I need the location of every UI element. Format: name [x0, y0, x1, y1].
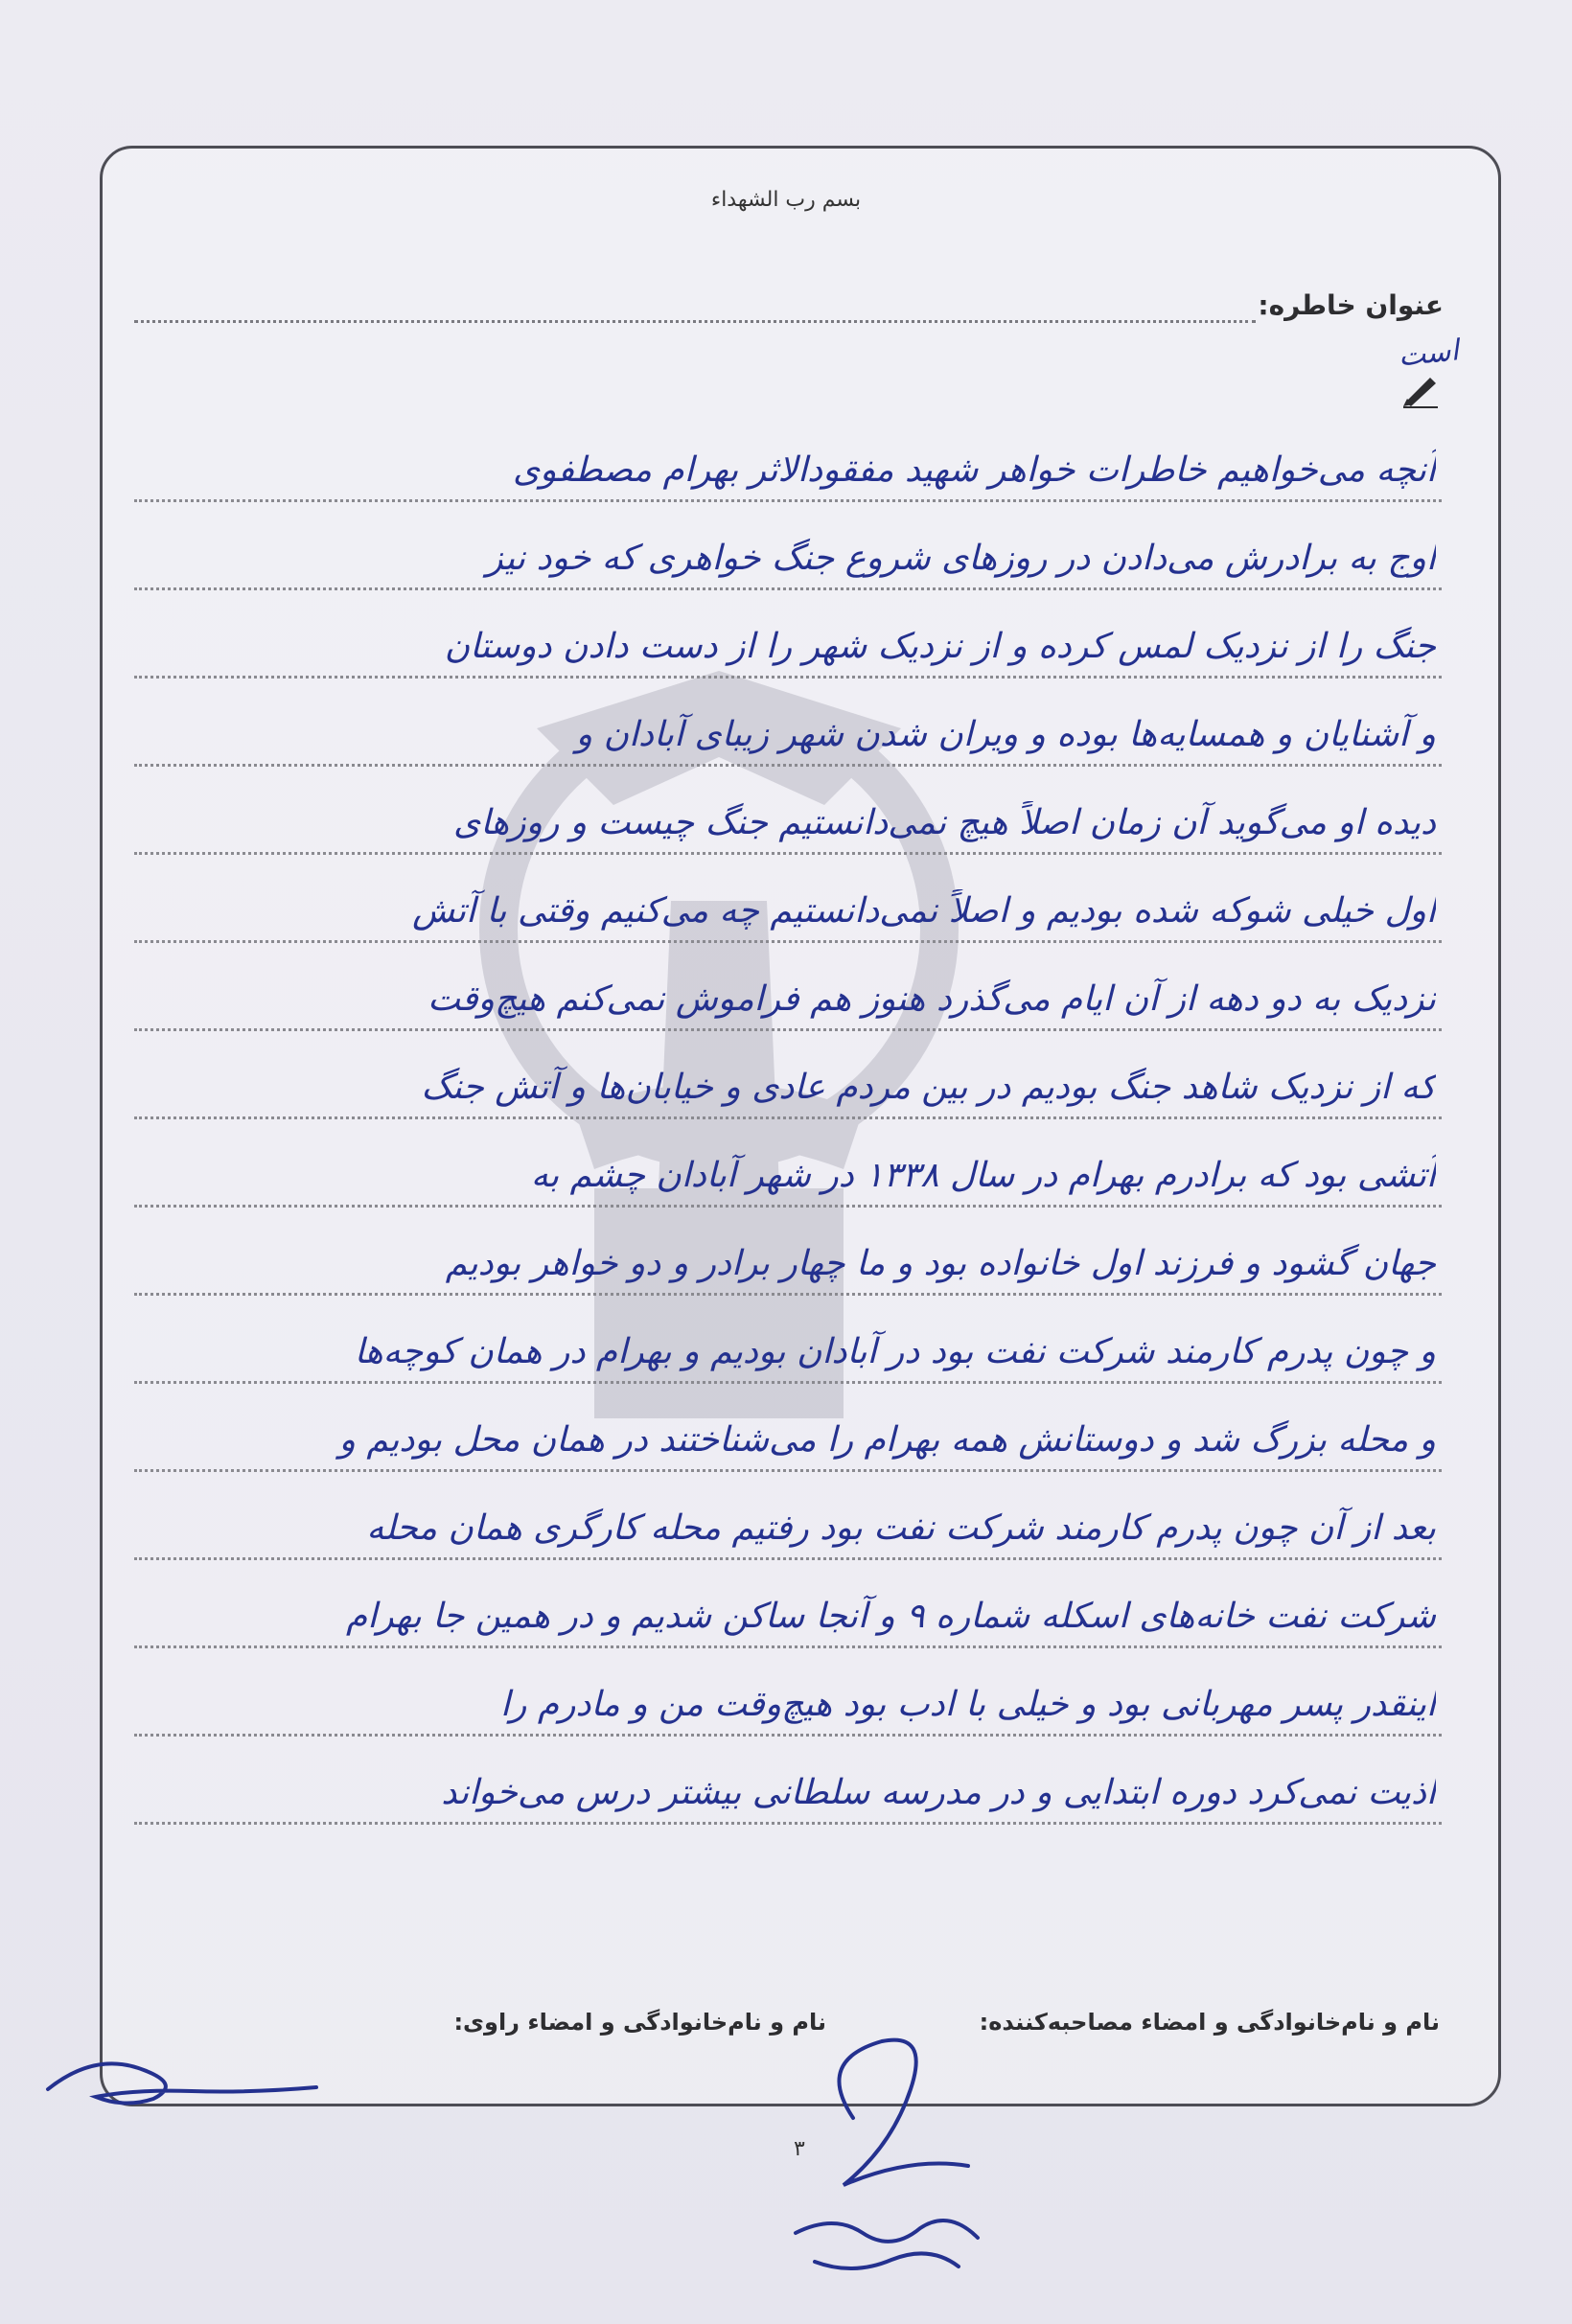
writing-line	[134, 943, 1442, 1031]
writing-line	[134, 767, 1442, 855]
handwritten-text: و چون پدرم کارمند شرکت نفت بود در آبادان بودیم و بهرام در همان کوچه‌ها	[354, 1332, 1436, 1372]
handwritten-text: جهان گشود و فرزند اول خانواده بود و ما چهار برادر و دو خواهر بودیم	[445, 1244, 1436, 1284]
handwritten-text: اذیت نمی‌کرد دوره ابتدایی و در مدرسه سلطانی بیشتر درس می‌خواند	[441, 1773, 1436, 1813]
pen-icon	[1401, 374, 1440, 408]
handwritten-text: شرکت نفت خانه‌های اسکله شماره ۹ و آنجا ساکن شدیم و در همین جا بهرام	[346, 1597, 1436, 1637]
writing-line	[134, 1384, 1442, 1472]
interviewer-signature-label: نام و نام‌خانوادگی و امضاء مصاحبه‌کننده:	[979, 2009, 1440, 2036]
handwritten-text: آتشی بود که برادرم بهرام در سال ۱۳۳۸ در شهر آبادان چشم به	[530, 1156, 1436, 1196]
handwritten-text: اول خیلی شوکه شده بودیم و اصلاً نمی‌دانستیم چه می‌کنیم وقتی با آتش	[412, 891, 1436, 932]
writing-line	[134, 679, 1442, 767]
handwritten-text: نزدیک به دو دهه از آن ایام می‌گذرد هنوز هم فراموش نمی‌کنم هیچ‌وقت	[428, 979, 1436, 1020]
writing-line	[134, 590, 1442, 679]
basmala-header: بسم رب الشهداء	[710, 188, 862, 212]
handwritten-text: آنچه می‌خواهیم خاطرات خواهر شهید مفقودالاثر بهرام مصطفوی	[513, 450, 1436, 491]
handwritten-text: و محله بزرگ شد و دوستانش همه بهرام را می‌شناختند در همان محل بودیم و	[338, 1420, 1436, 1461]
writing-line	[134, 1031, 1442, 1119]
title-label: عنوان خاطره:	[1258, 289, 1444, 321]
writing-line	[134, 414, 1442, 502]
writing-line	[134, 855, 1442, 943]
writing-line	[134, 1208, 1442, 1296]
narrator-signature	[38, 2032, 326, 2118]
handwritten-text: جنگ را از نزدیک لمس کرده و از نزدیک شهر را از دست دادن دوستان	[444, 627, 1436, 667]
page-number: ۳	[794, 2137, 805, 2161]
narrator-signature-label: نام و نام‌خانوادگی و امضاء راوی:	[453, 2009, 826, 2036]
title-dotted-line	[134, 320, 1256, 323]
handwritten-text: بعد از آن چون پدرم کارمند شرکت نفت بود رفتیم محله کارگری همان محله	[366, 1508, 1436, 1549]
margin-note: است	[1397, 334, 1461, 374]
handwritten-text: اینقدر پسر مهربانی بود و خیلی با ادب بود هیچ‌وقت من و مادرم را	[500, 1685, 1436, 1725]
writing-line	[134, 1737, 1442, 1825]
writing-line	[134, 1560, 1442, 1648]
writing-line	[134, 1472, 1442, 1560]
handwritten-text: اوج به برادرش می‌دادن در روزهای شروع جنگ خواهری که خود نیز	[486, 539, 1436, 579]
handwritten-text: دیده او می‌گوید آن زمان اصلاً هیچ نمی‌دانستیم جنگ چیست و روزهای	[453, 803, 1436, 843]
writing-line	[134, 502, 1442, 590]
writing-line	[134, 1296, 1442, 1384]
writing-lines	[134, 414, 1442, 1825]
handwritten-text: و آشنایان و همسایه‌ها بوده و ویران شدن شهر زیبای آبادان و	[575, 715, 1436, 755]
handwritten-text: که از نزدیک شاهد جنگ بودیم در بین مردم عادی و خیابان‌ها و آتش جنگ	[421, 1068, 1436, 1108]
writing-line	[134, 1648, 1442, 1737]
writing-line	[134, 1119, 1442, 1208]
